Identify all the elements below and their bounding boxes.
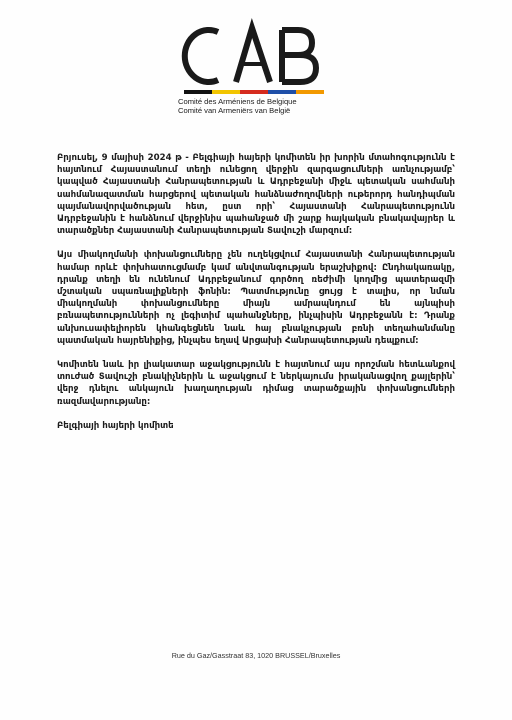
logo-subtitles — [178, 98, 358, 115]
signature: Բելգիայի հայերի կոմիտե — [57, 420, 174, 431]
cab-logo-mark — [178, 14, 328, 98]
paragraph-support: Կոմիտեն նաև իր լիակատար աջակցությունն է հայտնում այս որոշման հետևանքով տուժած Տավուշի բնակիչներին և աջակցում է ներկայումս իրականացվող քայլերին՝ վերջ դնելու անկայուն խաղաղության դիմաց տարածքային փոխանցումների ռազմավարությանը: — [57, 360, 455, 407]
paragraph-analysis: Այս միակողմանի փոխանցումները չեն ուղեկցվում Հայաստանի Հանրապետության համար որևէ փոխհատուցմամբ կամ անվտանգության երաշխիքով: Ընդհակառակը, դրանք տեղի են ունենում Ադրբեջանում գործող ռեժիմի կողմից պատերազմի մշտական սպառնալիքների ֆոնին: Պատմությունը ցույց է տալիս, որ նման միակողմանի փոխանցումները միայն ամրապնդում են այնպիսի բռնապետությունների ոչ լեգիտիմ պահանջները, ինչպիսին Ադրբեջանն է: Դրանք անխուսափելիորեն կհանգեցնեն նաև հայ բնակչության բռնի տեղահանմանը պատմական հայրենիքից, ինչպես եղավ Արցախի Հանրապետության դեպքում: — [57, 250, 455, 346]
footer-address: Rue du Gaz/Gasstraat 83, 1020 BRUSSEL/Bruxelles — [171, 651, 341, 660]
paragraph-intro: Բրյուսել, 9 մայիսի 2024 թ - Բելգիայի հայերի կոմիտեն իր խորին մտահոգությունն է հայտնում Հայաստանում տեղի ունեցող վերջին զարգացումների առնչությամբ՝ կապված Հայաստանի Հանրապետության և Ադրբեջանի միջև պետական սահմանի սահմանազատման հարցերով պետական հանձնաժողովների ութերորդ հանդիպման պայմանավորվածության հետ, ըստ որի՝ Հայաստանի Հանրապետությունն Ադրբեջանին է հանձնում վերջինիս պահանջած մի շարք հայկական բնակավայրեր և տարածքներ Հայաստանի Հանրապետության Տավուշի մարզում: — [57, 153, 455, 237]
letter-body — [57, 152, 455, 444]
logo-subtitle-fr: Comité des Arméniens de Belgique — [178, 97, 297, 106]
logo-subtitle-nl: Comité van Armeniërs van België — [178, 105, 291, 115]
cab-logo — [168, 14, 348, 114]
